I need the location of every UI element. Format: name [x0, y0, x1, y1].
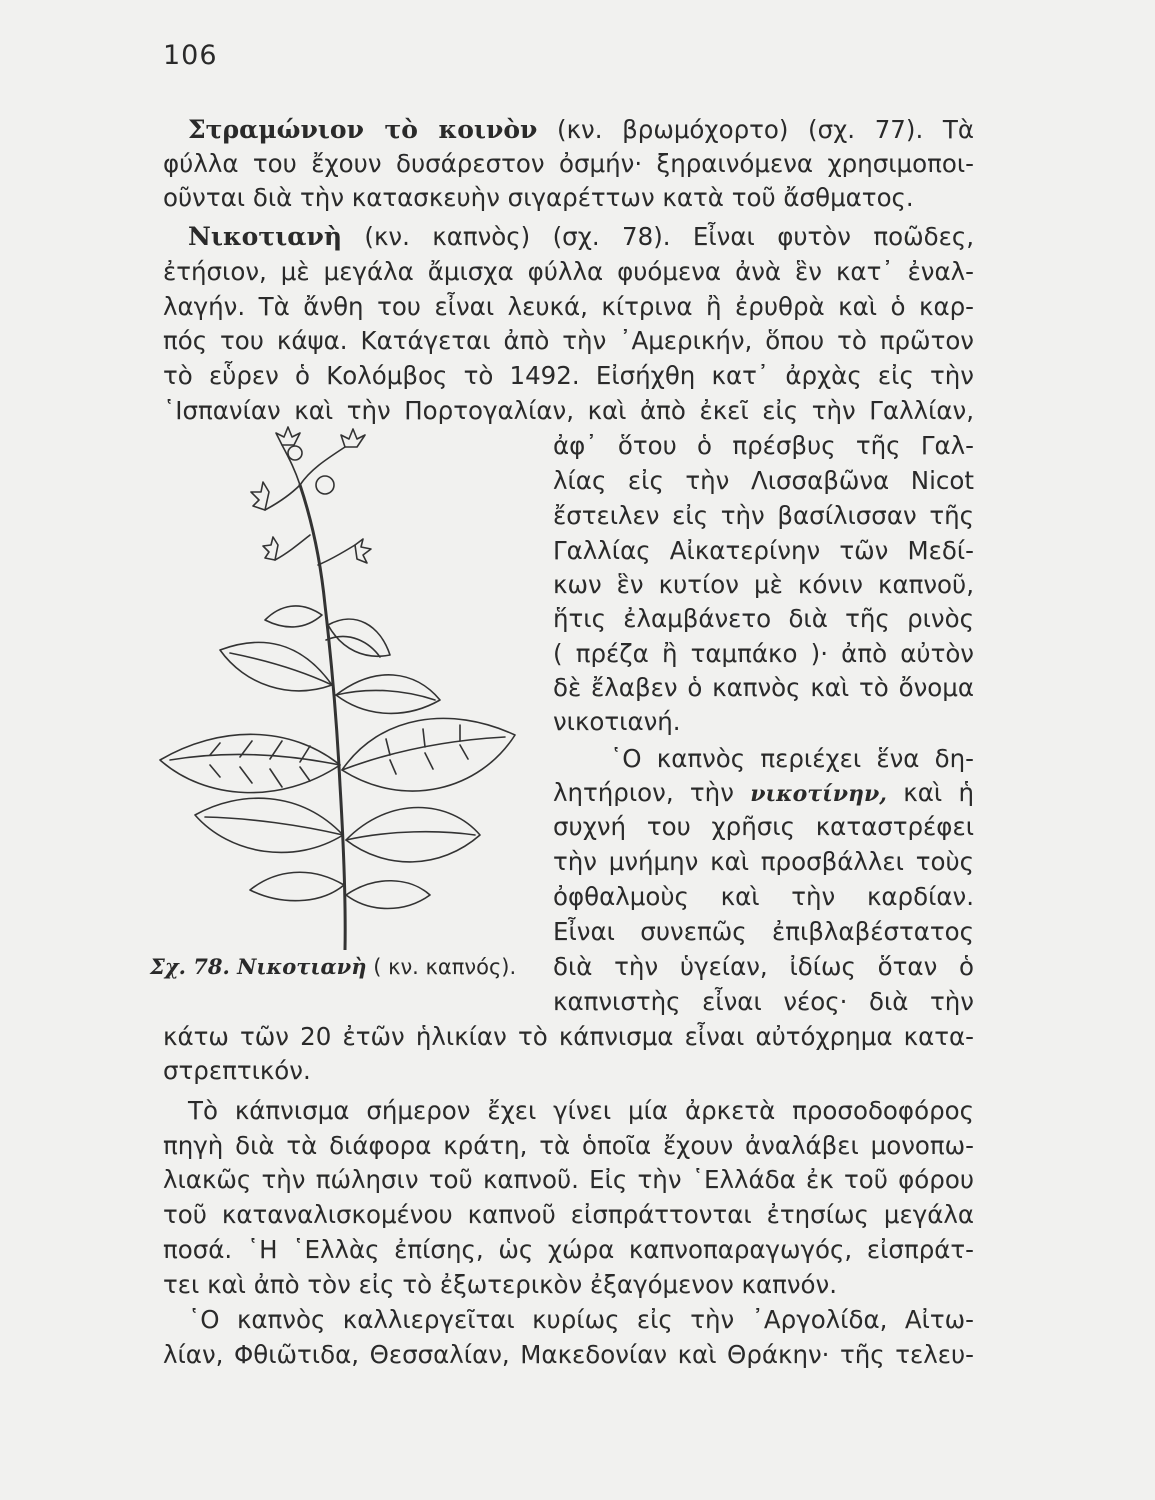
plant-drawing [150, 425, 535, 950]
text-span: καὶ ἡ [886, 778, 975, 807]
term-stramonion: Στραμώνιον τὸ κοινὸν [188, 115, 538, 144]
paragraph-line: φύλλα του ἔχουν δυσάρεστον ὀσμήν· ξηραινόμενα χρησιμοποι- [163, 149, 974, 178]
paragraph-line: καπνιστὴς εἶναι νέος· διὰ τὴν [553, 987, 974, 1016]
paragraph-line: λαγήν. Τὰ ἄνθη του εἶναι λευκά, κίτρινα ἢ ἐρυθρὰ καὶ ὁ καρ- [163, 292, 974, 321]
paragraph-line: νικοτιανή. [553, 707, 681, 736]
page-number: 106 [163, 40, 218, 71]
caption-text: ( κν. καπνός). [366, 955, 517, 979]
term-nikotiani: Νικοτιανὴ [188, 222, 343, 251]
paragraph-line: Εἶναι συνεπῶς ἐπιβλαβέστατος [553, 917, 974, 946]
paragraph-line: πηγὴ διὰ τὰ διάφορα κράτη, τὰ ὁποῖα ἔχουν ἀναλάβει μονοπω- [163, 1131, 974, 1160]
paragraph-line: Γαλλίας Αἰκατερίνην τῶν Μεδί- [553, 536, 974, 565]
paragraph-line: δὲ ἔλαβεν ὁ καπνὸς καὶ τὸ ὄνομα [553, 673, 974, 702]
text-span: (κν. βρωμόχορτο) (σχ. 77). Τὰ [537, 115, 974, 144]
paragraph-line: ἀφ᾽ ὅτου ὁ πρέσβυς τῆς Γαλ- [553, 431, 974, 460]
paragraph-line: λίας εἰς τὴν Λισσαβῶνα Nicot [553, 466, 974, 495]
paragraph-line: ἐτήσιον, μὲ μεγάλα ἄμισχα φύλλα φυόμενα ἀνὰ ἓν κατ᾽ ἐναλ- [163, 257, 974, 286]
term-nicotine: νικοτίνην, [750, 781, 887, 807]
paragraph-line [188, 113, 974, 147]
text-span: (κν. καπνὸς) (σχ. 78). Εἶναι φυτὸν ποῶδες, [342, 222, 974, 251]
paragraph-line: τει καὶ ἀπὸ τὸν εἰς τὸ ἐξωτερικὸν ἐξαγόμενον καπνόν. [163, 1270, 838, 1299]
paragraph-line: ῾Ο καπνὸς καλλιεργεῖται κυρίως εἰς τὴν ᾽Αργολίδα, Αἰτω- [188, 1305, 974, 1334]
paragraph-line: λίαν, Φθιῶτιδα, Θεσσαλίαν, Μακεδονίαν καὶ Θράκην· τῆς τελευ- [163, 1340, 974, 1369]
paragraph-line: οῦνται διὰ τὴν κατασκευὴν σιγαρέττων κατὰ τοῦ ἄσθματος. [163, 183, 914, 212]
caption-label: Σχ. 78. Νικοτιανὴ [150, 954, 367, 979]
paragraph-line: ( πρέζα ἢ ταμπάκο )· ἀπὸ αὐτὸν [553, 639, 974, 668]
paragraph-line [553, 776, 974, 810]
paragraph-line: ἥτις ἐλαμβάνετο διὰ τῆς ρινὸς [553, 604, 974, 633]
figure-caption [150, 952, 550, 982]
paragraph-line: κων ἓν κυτίον μὲ κόνιν καπνοῦ, [553, 570, 974, 599]
paragraph-line: διὰ τὴν ὑγείαν, ἰδίως ὅταν ὁ [553, 952, 974, 981]
paragraph-line: πός του κάψα. Κατάγεται ἀπὸ τὴν ᾽Αμερικήν, ὅπου τὸ πρῶτον [163, 326, 974, 355]
paragraph-line [188, 220, 974, 254]
paragraph-line: τὸ εὗρεν ὁ Κολόμβος τὸ 1492. Εἰσήχθη κατ᾽ ἀρχὰς εἰς τὴν [163, 361, 974, 390]
paragraph-line: Τὸ κάπνισμα σήμερον ἔχει γίνει μία ἀρκετὰ προσοδοφόρος [188, 1096, 974, 1125]
paragraph-line: ἔστειλεν εἰς τὴν βασίλισσαν τῆς [553, 501, 974, 530]
tobacco-plant-illustration [150, 425, 535, 950]
paragraph-line: ποσά. ῾Η ῾Ελλὰς ἐπίσης, ὡς χώρα καπνοπαραγωγός, εἰσπράτ- [163, 1235, 974, 1264]
paragraph-line: κάτω τῶν 20 ἐτῶν ἡλικίαν τὸ κάπνισμα εἶναι αὐτόχρημα κατα- [163, 1022, 974, 1051]
paragraph-line: ὀφθαλμοὺς καὶ τὴν καρδίαν. [553, 882, 974, 911]
paragraph-line: λιακῶς τὴν πώλησιν τοῦ καπνοῦ. Εἰς τὴν ῾Ελλάδα ἐκ τοῦ φόρου [163, 1165, 974, 1194]
paragraph-line: τοῦ καταναλισκομένου καπνοῦ εἰσπράττονται ἐτησίως μεγάλα [163, 1200, 974, 1229]
paragraph-line: στρεπτικόν. [163, 1056, 311, 1085]
paragraph-line: τὴν μνήμην καὶ προσβάλλει τοὺς [553, 847, 974, 876]
text-span: λητήριον, τὴν [553, 778, 751, 807]
paragraph-line: συχνή του χρῆσις καταστρέφει [553, 812, 974, 841]
paragraph-line: ῾Ο καπνὸς περιέχει ἕνα δη- [610, 744, 974, 773]
paragraph-line: ῾Ισπανίαν καὶ τὴν Πορτογαλίαν, καὶ ἀπὸ ἐκεῖ εἰς τὴν Γαλλίαν, [163, 396, 974, 425]
